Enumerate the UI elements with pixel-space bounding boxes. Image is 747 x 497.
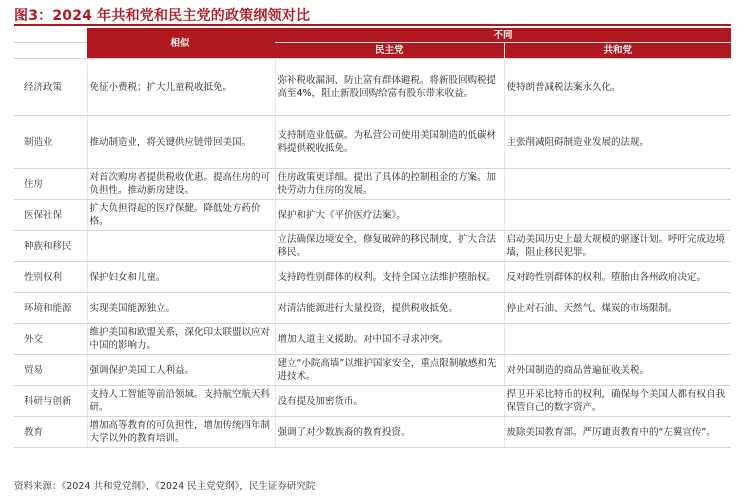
table-row — [14, 417, 731, 448]
row-category: 外交 — [14, 324, 87, 355]
cell-similar: 增加高等教育的可负担性，增加传统四年制大学以外的教育培训。 — [87, 417, 275, 448]
row-category: 住房 — [14, 169, 87, 200]
title-divider — [14, 24, 731, 26]
cell-similar: 推动制造业，将关键供应链带回美国。 — [87, 116, 275, 169]
cell-democrat: 弥补税收漏洞、防止富有群体避税。将新股回购税提高至4%，阻止新股回购给富有股东带来收益。 — [275, 59, 504, 116]
row-category: 经济政策 — [14, 59, 87, 116]
cell-democrat: 强调了对少数族裔的教育投资。 — [275, 417, 504, 448]
header-republican: 共和党 — [504, 43, 731, 59]
cell-democrat: 立法确保边境安全，修复破碎的移民制度，扩大合法移民。 — [275, 231, 504, 262]
row-category: 种族和移民 — [14, 231, 87, 262]
table-row — [14, 231, 731, 262]
cell-republican: 启动美国历史上最大规模的驱逐计划。呼吁完成边境墙，阻止移民犯罪。 — [504, 231, 731, 262]
table-row — [14, 386, 731, 417]
cell-similar: 支持人工智能等前沿领域。支持航空航天科研。 — [87, 386, 275, 417]
table-row — [14, 116, 731, 169]
table-row — [14, 169, 731, 200]
cell-similar: 扩大负担得起的医疗保健。降低处方药价格。 — [87, 200, 275, 231]
cell-republican: 主张削减阻碍制造业发展的法规。 — [504, 116, 731, 169]
figure-title: 图3：2024 年共和党和民主党的政策纲领对比 — [14, 8, 311, 24]
cell-republican — [504, 169, 731, 200]
cell-similar: 保护妇女和儿童。 — [87, 262, 275, 293]
table-row — [14, 293, 731, 324]
header-similar: 相似 — [87, 28, 275, 59]
source-note: 资料来源：《2024 共和党党纲》，《2024 民主党党纲》，民生证券研究院 — [14, 481, 316, 492]
cell-democrat: 住房政策更详细。提出了具体的控制租金的方案。加快劳动力住房的发展。 — [275, 169, 504, 200]
row-category: 医保社保 — [14, 200, 87, 231]
cell-similar: 维护美国和欧盟关系，深化印太联盟以应对中国的影响力。 — [87, 324, 275, 355]
cell-similar: 免征小费税；扩大儿童税收抵免。 — [87, 59, 275, 116]
table-row — [14, 355, 731, 386]
cell-similar: 强调保护美国工人利益。 — [87, 355, 275, 386]
cell-similar: 实现美国能源独立。 — [87, 293, 275, 324]
cell-republican: 废除美国教育部。严厉谴责教育中的“左翼宣传”。 — [504, 417, 731, 448]
cell-similar: 对首次购房者提供税收优惠。提高住房的可负担性。推动新房建设。 — [87, 169, 275, 200]
row-category: 环境和能源 — [14, 293, 87, 324]
header-democrat: 民主党 — [275, 43, 504, 59]
cell-republican: 对外国制造的商品普遍征收关税。 — [504, 355, 731, 386]
row-category: 贸易 — [14, 355, 87, 386]
cell-democrat: 建立“小院高墙”以维护国家安全，重点限制敏感和先进技术。 — [275, 355, 504, 386]
table-row — [14, 59, 731, 116]
cell-democrat: 支持跨性别群体的权利。支持全国立法维护堕胎权。 — [275, 262, 504, 293]
header-different: 不同 — [275, 28, 731, 43]
cell-republican — [504, 200, 731, 231]
row-category: 科研与创新 — [14, 386, 87, 417]
cell-democrat: 增加人道主义援助。对中国不寻求冲突。 — [275, 324, 504, 355]
cell-similar — [87, 231, 275, 262]
cell-democrat: 保护和扩大《平价医疗法案》。 — [275, 200, 504, 231]
table-row — [14, 324, 731, 355]
cell-republican: 捍卫开采比特币的权利，确保每个美国人都有权自我保管自己的数字资产。 — [504, 386, 731, 417]
cell-democrat: 没有提及加密货币。 — [275, 386, 504, 417]
policy-comparison-table — [14, 28, 731, 448]
cell-republican: 反对跨性别群体的权利。堕胎由各州政府决定。 — [504, 262, 731, 293]
row-category: 制造业 — [14, 116, 87, 169]
table-row — [14, 262, 731, 293]
table-row — [14, 200, 731, 231]
cell-republican — [504, 324, 731, 355]
header-row-top — [14, 28, 731, 43]
cell-democrat: 支持制造业低碳。为私营公司使用美国制造的低碳材料提供税收抵免。 — [275, 116, 504, 169]
cell-republican: 停止对石油、天然气、煤炭的市场限制。 — [504, 293, 731, 324]
row-category: 性别权利 — [14, 262, 87, 293]
cell-republican: 使特朗普减税法案永久化。 — [504, 59, 731, 116]
row-category: 教育 — [14, 417, 87, 448]
cell-democrat: 对清洁能源进行大量投资，提供税收抵免。 — [275, 293, 504, 324]
